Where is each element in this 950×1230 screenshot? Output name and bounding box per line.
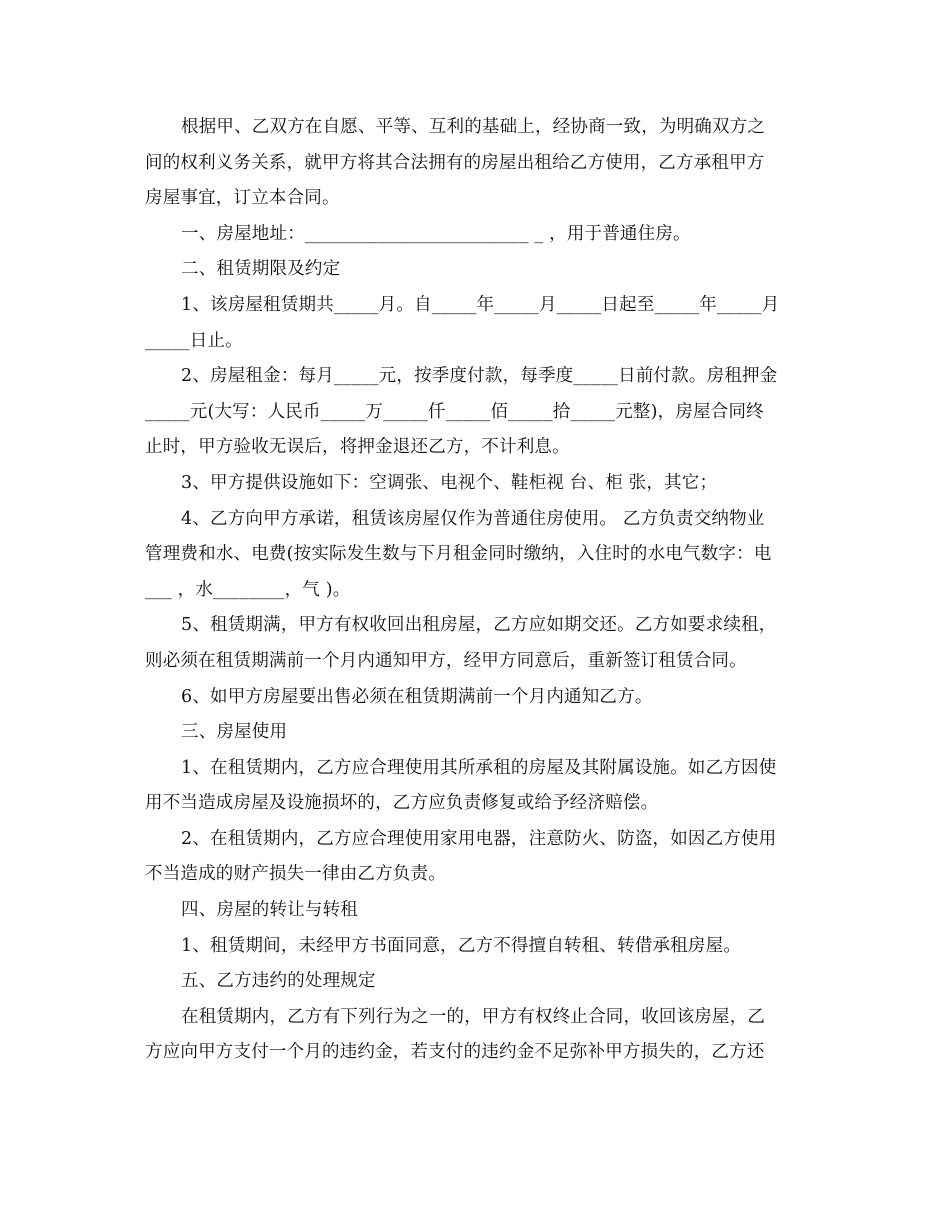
text-line: 管理费和水、电费(按实际发生数与下月租金同时缴纳，入住时的水电气数字：电 [145,544,772,565]
text-line: 1、该房屋租赁期共_____月。自_____年_____月_____日起至_____年_____月 [181,294,780,315]
text-line: 方应向甲方支付一个月的违约金，若支付的违约金不足弥补甲方损失的，乙方还 [145,1042,765,1063]
text-line: 三、房屋使用 [181,722,288,743]
text-line: 二、租赁期限及约定 [181,259,341,280]
text-line: 一、房屋地址：_________________________ _ ，用于普通住房。 [181,223,691,244]
text-line: 五、乙方违约的处理规定 [181,971,376,992]
text-line: 1、租赁期间，未经甲方书面同意，乙方不得擅自转租、转借承租房屋。 [181,935,742,956]
text-line: 用不当造成房屋及设施损坏的，乙方应负责修复或给予经济赔偿。 [145,793,659,814]
text-line: 6、如甲方房屋要出售必须在租赁期满前一个月内通知乙方。 [181,686,653,707]
text-line: 2、在租赁期内，乙方应合理使用家用电器，注意防火、防盗，如因乙方使用 [181,828,777,849]
text-line: _____元(大写：人民币_____万_____仟_____佰_____拾_____元整)，房屋合同终 [145,401,764,422]
text-line: 在租赁期内，乙方有下列行为之一的，甲方有权终止合同，收回该房屋，乙 [181,1006,766,1027]
text-line: _____日止。 [145,330,243,351]
text-line: 2、房屋租金：每月_____元，按季度付款，每季度_____日前付款。房租押金 [181,366,778,387]
text-line: 1、在租赁期内，乙方应合理使用其所承租的房屋及其附属设施。如乙方因使 [181,757,777,778]
text-line: 5、租赁期满，甲方有权收回出租房屋，乙方应如期交还。乙方如要求续租， [181,615,777,636]
text-line: 不当造成的财产损失一律由乙方负责。 [145,864,446,885]
text-line: 3、甲方提供设施如下：空调张、电视个、鞋柜视 台、柜 张，其它； [181,472,718,493]
text-line: ___ ，水________，气 )。 [145,579,351,600]
text-line: 间的权利义务关系，就甲方将其合法拥有的房屋出租给乙方使用，乙方承租甲方 [145,152,765,173]
text-line: 房屋事宜，订立本合同。 [145,188,340,209]
text-line: 四、房屋的转让与转租 [181,900,358,921]
contract-body [145,110,807,1071]
text-line: 止时，甲方验收无误后，将押金退还乙方，不计利息。 [145,437,570,458]
text-line: 则必须在租赁期满前一个月内通知甲方，经甲方同意后，重新签订租赁合同。 [145,650,747,671]
text-line: 4、乙方向甲方承诺，租赁该房屋仅作为普通住房使用。 乙方负责交纳物业 [181,508,765,529]
text-line: 根据甲、乙双方在自愿、平等、互利的基础上，经协商一致，为明确双方之 [181,117,766,137]
